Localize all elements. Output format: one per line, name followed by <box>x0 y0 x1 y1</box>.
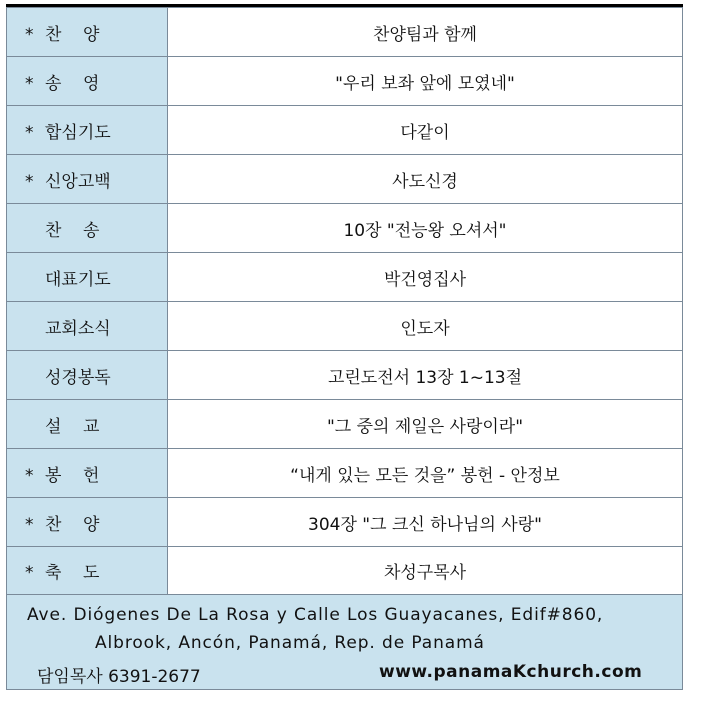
standing-marker: * <box>25 73 34 94</box>
order-content: "우리 보좌 앞에 모였네" <box>168 57 683 106</box>
table-row <box>7 204 683 253</box>
order-content: 인도자 <box>168 302 683 351</box>
order-label: 축 도 <box>45 563 100 583</box>
order-label: 교회소식 <box>45 318 111 339</box>
order-content: "그 중의 제일은 사랑이라" <box>168 400 683 449</box>
order-label: 설 교 <box>45 416 100 437</box>
order-label: 봉 헌 <box>45 465 100 486</box>
order-content: 10장 "전능왕 오셔서" <box>168 204 683 253</box>
order-label-cell <box>7 547 168 596</box>
table-row <box>7 57 683 106</box>
standing-marker: * <box>25 171 34 192</box>
order-content: 박건영집사 <box>168 253 683 302</box>
standing-marker: * <box>25 465 34 486</box>
table-row <box>7 400 683 449</box>
order-label: 송 영 <box>45 73 100 94</box>
standing-marker: * <box>25 122 34 143</box>
order-label-cell <box>7 106 168 155</box>
standing-marker: * <box>25 563 34 583</box>
order-label: 성경봉독 <box>45 367 111 388</box>
order-label: 신앙고백 <box>45 171 111 192</box>
order-label-cell <box>7 302 168 351</box>
order-label: 찬 송 <box>45 220 100 241</box>
table-row <box>7 8 683 57</box>
order-content: 304장 "그 크신 하나님의 사랑" <box>168 498 683 547</box>
worship-order-body <box>7 8 683 596</box>
order-label: 찬 양 <box>45 514 100 535</box>
order-label: 대표기도 <box>45 269 111 290</box>
address-line-2: Albrook, Ancón, Panamá, Rep. de Panamá <box>95 633 485 653</box>
address-line-1: Ave. Diógenes De La Rosa y Calle Los Guayacanes, Edif#860, <box>27 605 604 625</box>
table-row <box>7 498 683 547</box>
pastor-phone: 담임목사 6391-2677 <box>37 667 201 687</box>
website-link[interactable]: www.panamaKchurch.com <box>379 662 643 682</box>
standing-marker: * <box>25 514 34 535</box>
table-row <box>7 106 683 155</box>
order-content: 차성구목사 <box>168 547 683 596</box>
order-content: 다같이 <box>168 106 683 155</box>
order-label-cell <box>7 8 168 57</box>
church-info-footer <box>6 594 683 690</box>
order-label-cell <box>7 351 168 400</box>
order-label-cell <box>7 253 168 302</box>
order-label-cell <box>7 204 168 253</box>
worship-order-table <box>6 7 683 597</box>
order-label-cell <box>7 57 168 106</box>
order-content: 사도신경 <box>168 155 683 204</box>
order-label-cell <box>7 155 168 204</box>
order-content: “내게 있는 모든 것을” 봉헌 - 안정보 <box>168 449 683 498</box>
table-row <box>7 351 683 400</box>
table-row <box>7 449 683 498</box>
table-row <box>7 253 683 302</box>
order-label-cell <box>7 498 168 547</box>
table-row <box>7 547 683 596</box>
order-label: 합심기도 <box>45 122 111 143</box>
order-content: 고린도전서 13장 1~13절 <box>168 351 683 400</box>
order-label-cell <box>7 449 168 498</box>
standing-marker: * <box>25 24 34 45</box>
order-label: 찬 양 <box>45 24 100 45</box>
table-row <box>7 155 683 204</box>
order-content: 찬양팀과 함께 <box>168 8 683 57</box>
table-row <box>7 302 683 351</box>
order-label-cell <box>7 400 168 449</box>
